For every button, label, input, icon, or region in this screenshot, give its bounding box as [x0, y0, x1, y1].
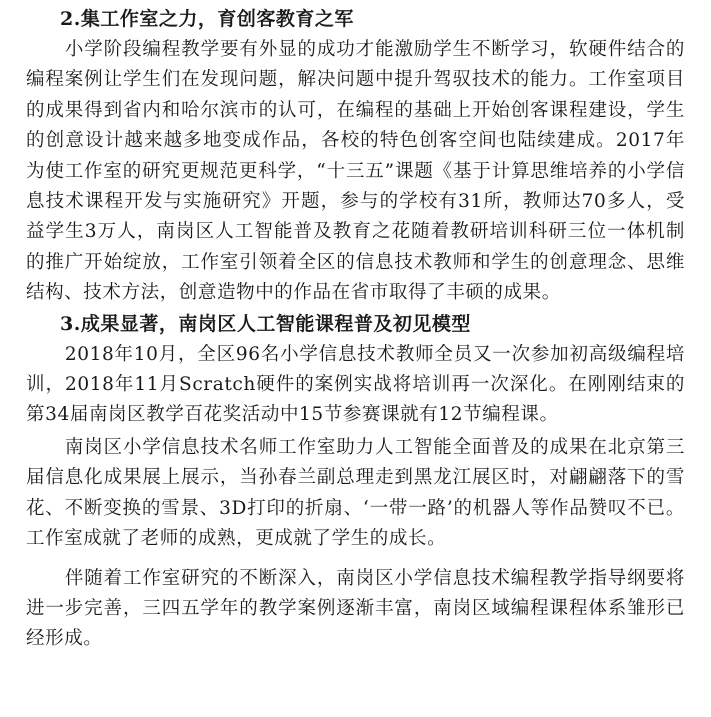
body-paragraph: 2018年10月，全区96名小学信息技术教师全员又一次参加初高级编程培训，2018年11月Scratch硬件的案例实战将培训再一次深化。在刚刚结束的第34届南岗区教学百花奖活动中15节参赛课就有12节编程课。 — [26, 343, 685, 426]
section-heading: 2.集工作室之力，育创客教育之军 — [60, 8, 354, 30]
body-paragraph: 南岗区小学信息技术名师工作室助力人工智能全面普及的成果在北京第三届信息化成果展上展示，当孙春兰副总理走到黑龙江展区时，对翩翩落下的雪花、不断变换的雪景、3D打印的折扇、‘一带一路’的机器人等作品赞叹不已。工作室成就了老师的成熟，更成就了学生的成长。 — [26, 436, 685, 550]
body-paragraph: 小学阶段编程教学要有外显的成功才能激励学生不断学习，软硬件结合的编程案例让学生们在发现问题，解决问题中提升驾驭技术的能力。工作室项目的成果得到省内和哈尔滨市的认可，在编程的基础上开始创客课程建设，学生的创意设计越来越多地变成作品，各校的特色创客空间也陆续建成。2017年为使工作室的研究更规范更科学，“十三五”课题《基于计算思维培养的小学信息技术课程开发与实施研究》开题，参与的学校有31所，教师达70多人，受益学生3万人，南岗区人工智能普及教育之花随着教研培训科研三位一体机制的推广开始绽放，工作室引领着全区的信息技术教师和学生的创意理念、思维结构、技术方法，创意造物中的作品在省市取得了丰硕的成果。 — [26, 39, 685, 304]
body-paragraph: 伴随着工作室研究的不断深入，南岗区小学信息技术编程教学指导纲要将进一步完善，三四五学年的教学案例逐渐丰富，南岗区域编程课程体系雏形已经形成。 — [26, 567, 685, 650]
section-heading: 3.成果显著，南岗区人工智能课程普及初见模型 — [60, 312, 471, 335]
